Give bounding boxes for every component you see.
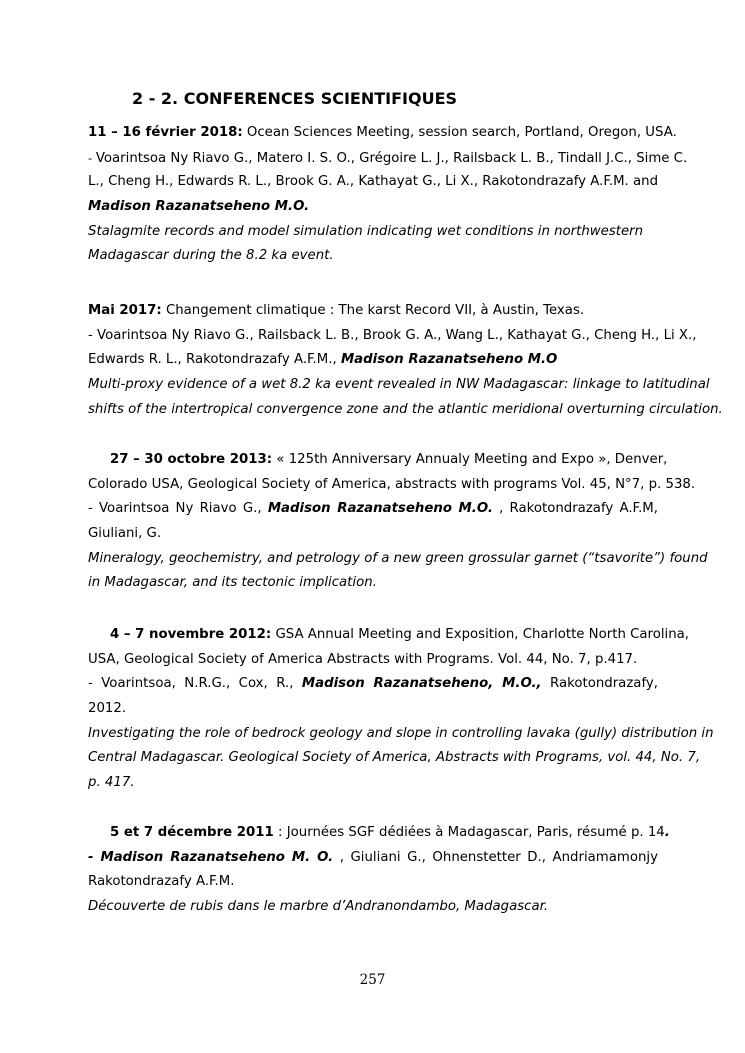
entry-authors-line bbox=[88, 348, 658, 373]
entry-authors-line bbox=[88, 672, 658, 697]
entry-authors-line: 2012. bbox=[88, 701, 127, 717]
entry-event: : Journées SGF dédiées à Madagascar, Paris, résumé p. 14 bbox=[273, 825, 665, 840]
entry-authors-line bbox=[88, 497, 658, 522]
entry-header bbox=[88, 448, 668, 473]
conference-entry-2013 bbox=[88, 448, 708, 596]
entry-authors: Voarintsoa Ny Riavo G., Matero I. S. O., Grégoire L. J., Railsback L. B., Tindall J.C., Sime C. bbox=[95, 150, 688, 166]
entry-authors: - Voarintsoa Ny Riavo G., bbox=[88, 501, 268, 517]
conference-entry-2017 bbox=[88, 299, 723, 422]
entry-event: « 125th Anniversary Annualy Meeting and Expo », Denver, bbox=[272, 452, 668, 467]
entry-authors-line: Rakotondrazafy A.F.M. bbox=[88, 874, 235, 890]
page-number: 257 bbox=[359, 972, 386, 988]
entry-authors-line: Giuliani, G. bbox=[88, 526, 162, 542]
entry-date: 11 – 16 février 2018: bbox=[88, 125, 243, 140]
entry-highlight-author: Madison Razanatseheno M.O. bbox=[88, 199, 310, 215]
entry-date: Mai 2017: bbox=[88, 303, 162, 318]
entry-authors: , Giuliani G., Ohnenstetter D., Andriamamonjy bbox=[339, 849, 658, 865]
entry-header bbox=[88, 299, 658, 324]
entry-authors-line: L., Cheng H., Edwards R. L., Brook G. A., Kathayat G., Li X., Rakotondrazafy A.F.M. and bbox=[88, 174, 659, 190]
entry-highlight-author: Madison Razanatseheno M.O. bbox=[267, 501, 493, 517]
entry-highlight-author: - Madison Razanatseheno M. O. bbox=[88, 849, 334, 865]
entry-highlight-author: Madison Razanatseheno, M.O., bbox=[301, 676, 542, 692]
entry-authors-line bbox=[88, 846, 658, 871]
entry-header bbox=[88, 821, 670, 846]
entry-authors: - Voarintsoa, N.R.G., Cox, R., bbox=[88, 676, 302, 692]
entry-dash: - bbox=[88, 150, 96, 165]
entry-title: Investigating the role of bedrock geology and slope in controlling lavaka (gully) distribution in bbox=[88, 725, 714, 741]
entry-date: 27 – 30 octobre 2013: bbox=[110, 452, 273, 467]
conference-entry-2018 bbox=[88, 121, 688, 269]
entry-event-line: USA, Geological Society of America Abstracts with Programs. Vol. 44, No. 7, p.417. bbox=[88, 651, 638, 667]
entry-title: Central Madagascar. Geological Society of America, Abstracts with Programs, vol. 44, No. 7, bbox=[88, 750, 701, 766]
entry-event: GSA Annual Meeting and Exposition, Charlotte North Carolina, bbox=[271, 627, 690, 642]
entry-event-end: . bbox=[664, 825, 670, 840]
conference-entry-2012 bbox=[88, 623, 714, 796]
entry-header bbox=[88, 121, 677, 146]
entry-title: Multi-proxy evidence of a wet 8.2 ka event revealed in NW Madagascar: linkage to latitudinal bbox=[88, 377, 710, 393]
entry-authors: , Rakotondrazafy A.F.M, bbox=[499, 501, 658, 517]
entry-title: shifts of the intertropical convergence zone and the atlantic meridional overturning circulation. bbox=[88, 401, 723, 417]
entry-title: in Madagascar, and its tectonic implication. bbox=[88, 575, 377, 591]
entry-date: 5 et 7 décembre 2011 bbox=[110, 825, 274, 840]
entry-title: p. 417. bbox=[88, 775, 135, 791]
conference-entry-2011 bbox=[88, 821, 670, 920]
entry-date: 4 – 7 novembre 2012: bbox=[110, 627, 272, 642]
entry-authors: Rakotondrazafy, bbox=[550, 676, 658, 692]
entry-header bbox=[88, 623, 690, 648]
entry-title: Stalagmite records and model simulation indicating wet conditions in northwestern bbox=[88, 223, 644, 239]
entry-event: Changement climatique : The karst Record VII, à Austin, Texas. bbox=[161, 303, 585, 318]
entry-authors: Edwards R. L., Rakotondrazafy A.F.M., bbox=[88, 352, 341, 368]
entry-highlight-author: Madison Razanatseheno M.O bbox=[340, 352, 558, 368]
section-title: 2 - 2. CONFERENCES SCIENTIFIQUES bbox=[132, 89, 458, 108]
entry-title: Madagascar during the 8.2 ka event. bbox=[88, 248, 334, 264]
entry-event-line: Colorado USA, Geological Society of America, abstracts with programs Vol. 45, N°7, p. 538. bbox=[88, 476, 696, 492]
entry-event: Ocean Sciences Meeting, session search, Portland, Oregon, USA. bbox=[242, 125, 677, 140]
entry-title: Mineralogy, geochemistry, and petrology of a new green grossular garnet (“tsavorite”) found bbox=[88, 550, 708, 566]
entry-authors-line: - Voarintsoa Ny Riavo G., Railsback L. B., Brook G. A., Wang L., Kathayat G., Cheng H., Li X., bbox=[88, 327, 697, 343]
entry-authors-line bbox=[88, 146, 688, 171]
entry-title: Découverte de rubis dans le marbre d’Andranondambo, Madagascar. bbox=[88, 899, 549, 915]
